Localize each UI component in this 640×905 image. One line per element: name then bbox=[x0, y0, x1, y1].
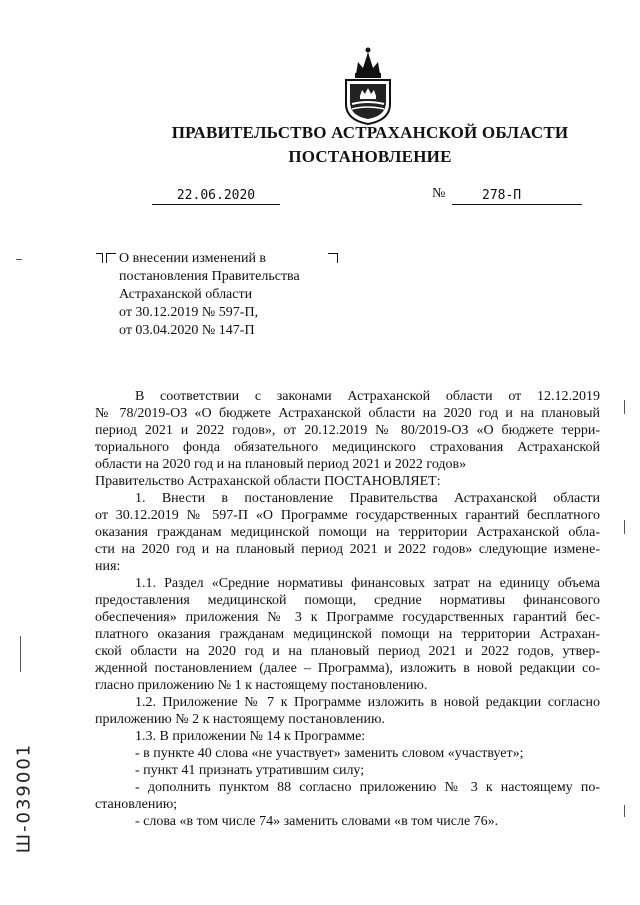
body-line: 1.1. Раздел «Средние нормативы финансовых затрат на единицу объема bbox=[135, 576, 600, 591]
document-number: 278-П bbox=[482, 188, 522, 203]
document-date: 22.06.2020 bbox=[176, 188, 256, 203]
subject-bracket-left-outer bbox=[96, 253, 103, 263]
body-line: жденной постановлением (далее – Программа), изложить в новой редакции со- bbox=[95, 661, 600, 676]
body-line: Правительство Астраханской области ПОСТАНОВЛЯЕТ: bbox=[95, 474, 441, 489]
subject-bracket-left bbox=[106, 253, 116, 263]
body-line: области на 2020 год и на плановый период 2021 и 2022 годов» bbox=[95, 457, 467, 472]
coat-of-arms-emblem bbox=[338, 44, 398, 126]
margin-mark bbox=[624, 520, 625, 534]
body-line: период 2021 и 2022 годов», от 20.12.2019 № 80/2019-ОЗ «О бюджете терри- bbox=[95, 423, 600, 438]
body-line: - в пункте 40 слова «не участвует» заменить словом «участвует»; bbox=[135, 746, 524, 761]
margin-mark bbox=[624, 400, 625, 414]
document-type-title: ПОСТАНОВЛЕНИЕ bbox=[288, 147, 452, 166]
subject-line: О внесении изменений в bbox=[119, 251, 267, 266]
subject-line: постановления Правительства bbox=[119, 269, 300, 284]
body-line: 1.3. В приложении № 14 к Программе: bbox=[135, 729, 366, 744]
body-line: ской области на 2020 год и на плановый период 2021 и 2022 годов, утвер- bbox=[95, 644, 600, 659]
body-line: 1.2. Приложение № 7 к Программе изложить в новой редакции согласно bbox=[135, 695, 600, 710]
body-line: становлению; bbox=[95, 797, 178, 812]
body-line: ния: bbox=[95, 559, 121, 574]
side-serial-stamp bbox=[4, 728, 44, 868]
body-line: обеспечения» приложения № 3 к Программе государственных гарантий бес- bbox=[95, 610, 600, 625]
subject-bracket-right bbox=[328, 253, 338, 263]
body-line: гласно приложению № 1 к настоящему постановлению. bbox=[95, 678, 428, 693]
margin-mark bbox=[624, 805, 625, 817]
date-field bbox=[152, 186, 280, 205]
number-field bbox=[452, 186, 582, 205]
number-sign: № bbox=[432, 186, 446, 201]
subject-line: Астраханской области bbox=[119, 287, 253, 302]
body-line: № 78/2019-ОЗ «О бюджете Астраханской области на 2020 год и на плановый bbox=[95, 406, 600, 421]
body-line: - пункт 41 признать утратившим силу; bbox=[135, 763, 365, 778]
body-line: - дополнить пунктом 88 согласно приложению № 3 к настоящему по- bbox=[135, 780, 600, 795]
body-line: предоставления медицинской помощи, средние нормативы финансового bbox=[95, 593, 600, 608]
subject-line: от 03.04.2020 № 147-П bbox=[119, 323, 255, 338]
body-line: приложению № 2 к настоящему постановлению. bbox=[95, 712, 385, 727]
margin-mark bbox=[16, 259, 22, 260]
document-subject bbox=[119, 250, 300, 340]
body-line: оказания гражданам медицинской помощи на территории Астраханской обла- bbox=[95, 525, 600, 540]
organization-title: ПРАВИТЕЛЬСТВО АСТРАХАНСКОЙ ОБЛАСТИ bbox=[171, 123, 569, 142]
body-line: ториального фонда обязательного медицинского страхования Астраханской bbox=[95, 440, 600, 455]
document-body bbox=[95, 388, 600, 830]
body-line: от 30.12.2019 № 597-П «О Программе государственных гарантий бесплатного bbox=[95, 508, 600, 523]
body-line: В соответствии с законами Астраханской области от 12.12.2019 bbox=[135, 389, 600, 404]
subject-line: от 30.12.2019 № 597-П, bbox=[119, 305, 259, 320]
margin-mark bbox=[20, 636, 21, 672]
side-serial-text: Ш-039001 bbox=[13, 742, 35, 854]
body-line: платного оказания гражданам медицинской помощи на территории Астрахан- bbox=[95, 627, 600, 642]
body-line: - слова «в том числе 74» заменить словами «в том числе 76». bbox=[135, 814, 499, 829]
body-line: 1. Внести в постановление Правительства Астраханской области bbox=[135, 491, 600, 506]
body-line: сти на 2020 год и на плановый период 2021 и 2022 годов» следующие измене- bbox=[95, 542, 600, 557]
